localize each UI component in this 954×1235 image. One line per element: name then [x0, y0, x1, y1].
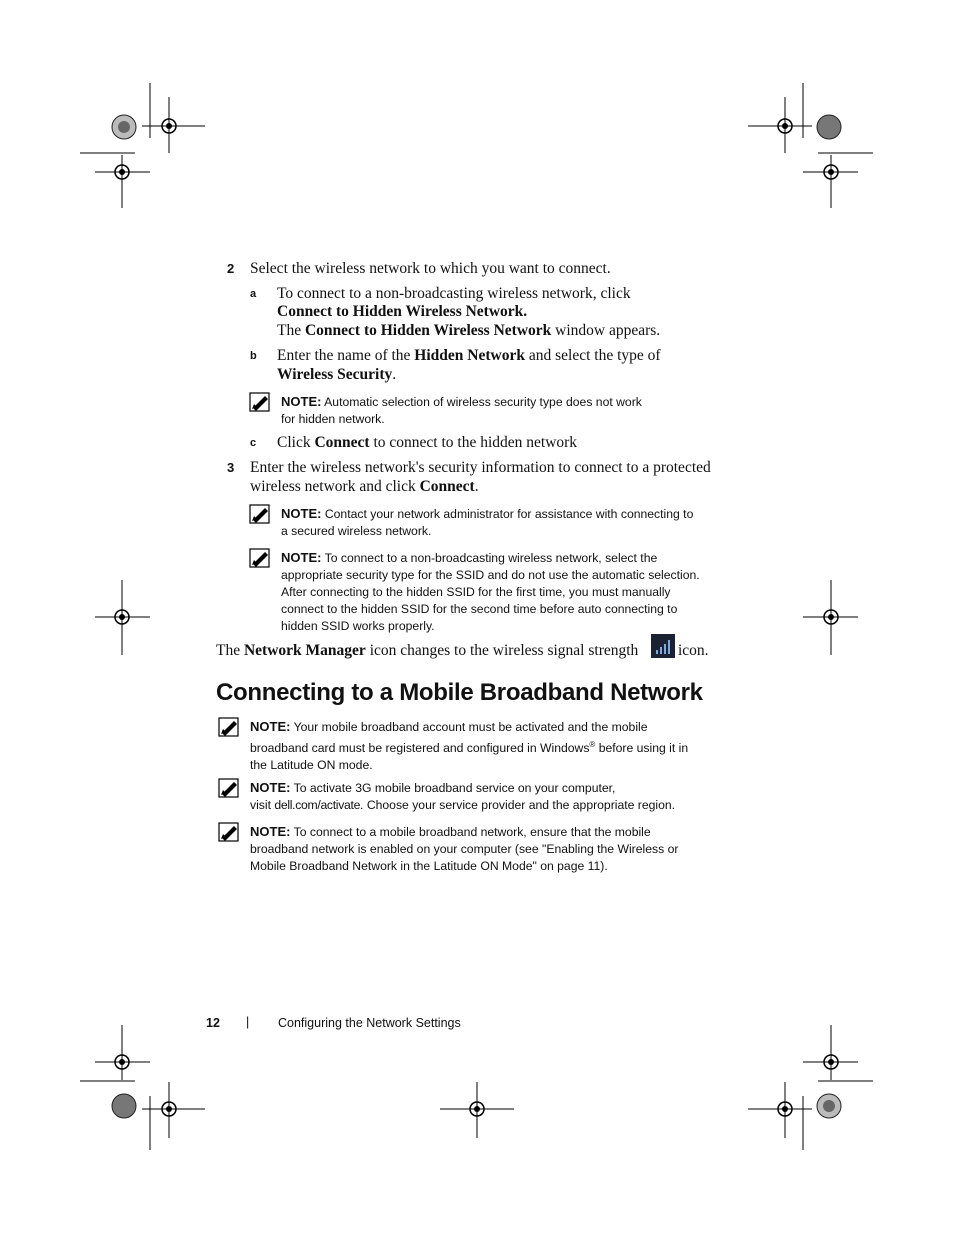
- text-fragment: The: [216, 642, 244, 659]
- note-line: connect to the hidden SSID for the second time before auto connecting to: [281, 602, 678, 616]
- note-line: appropriate security type for the SSID and do not use the automatic selection.: [281, 568, 700, 582]
- note-line: hidden SSID works properly.: [281, 619, 435, 633]
- note-text: [250, 779, 675, 814]
- chapter-title: Configuring the Network Settings: [278, 1016, 461, 1030]
- sentence-start: [216, 641, 638, 660]
- ui-label-connect: Connect: [314, 434, 370, 451]
- substep-line: [277, 346, 661, 365]
- note-text: [281, 549, 700, 635]
- note-text: [250, 718, 688, 774]
- substep-line: [277, 365, 396, 384]
- text-fragment: wireless network and click: [250, 478, 420, 495]
- substep-letter: b: [250, 350, 257, 362]
- activate-link[interactable]: dell.com/activate: [274, 798, 361, 812]
- note-line: visit: [250, 798, 275, 812]
- pencil-note-icon: [218, 822, 240, 842]
- note-line: Contact your network administrator for assistance with connecting to: [321, 507, 694, 521]
- text-fragment: Enter the name of the: [277, 347, 415, 364]
- note-line: a secured wireless network.: [281, 524, 432, 538]
- note-line: before using it in: [595, 741, 689, 756]
- pencil-note-icon: [249, 392, 271, 412]
- sentence-end: icon.: [678, 642, 709, 659]
- footer-separator: |: [246, 1015, 250, 1029]
- pencil-note-icon: [218, 778, 240, 798]
- note-label: NOTE:: [281, 506, 322, 521]
- step-text: [250, 477, 479, 496]
- note-label: NOTE:: [281, 550, 322, 565]
- text-fragment: .: [392, 366, 397, 383]
- step-number: 3: [227, 460, 235, 475]
- ui-label-network-manager: Network Manager: [243, 642, 366, 659]
- note-line: To connect to a mobile broadband network, ensure that the mobile: [290, 825, 651, 839]
- note-line: Mobile Broadband Network in the Latitude ON Mode" on page 11).: [250, 859, 608, 873]
- ui-label-connect-hidden: Connect to Hidden Wireless Network.: [277, 303, 528, 320]
- note-line: Automatic selection of wireless security type does not work: [321, 395, 642, 409]
- note-label: NOTE:: [281, 394, 322, 409]
- step-number: 2: [227, 261, 235, 276]
- note-line: broadband card must be registered and configured in Windows: [250, 741, 590, 756]
- text-fragment: and select the type of: [524, 347, 661, 364]
- note-label: NOTE:: [250, 719, 291, 734]
- registered-mark: ®: [589, 740, 596, 749]
- ui-label-wireless-security: Wireless Security: [277, 366, 393, 383]
- substep-line: [277, 433, 577, 452]
- note-label: NOTE:: [250, 780, 291, 795]
- pencil-note-icon: [218, 717, 240, 737]
- section-heading: Connecting to a Mobile Broadband Network: [216, 679, 703, 706]
- substep-letter: a: [250, 288, 257, 300]
- note-text: [281, 505, 693, 540]
- note-line: . Choose your service provider and the appropriate region.: [360, 798, 676, 812]
- step-text: Select the wireless network to which you want to connect.: [250, 260, 611, 277]
- text-fragment: window appears.: [551, 322, 661, 339]
- note-line: After connecting to the hidden SSID for the first time, you must manually: [281, 585, 671, 599]
- text-fragment: to connect to the hidden network: [369, 434, 578, 451]
- note-line: To activate 3G mobile broadband service on your computer,: [290, 781, 616, 795]
- wireless-signal-strength-icon: [651, 634, 675, 658]
- note-line: the Latitude ON mode.: [250, 758, 373, 773]
- note-label: NOTE:: [250, 824, 291, 839]
- text-fragment: .: [474, 478, 479, 495]
- note-line: Your mobile broadband account must be activated and the mobile: [290, 720, 648, 734]
- note-line: for hidden network.: [281, 412, 385, 426]
- text-fragment: Click: [277, 434, 315, 451]
- note-text: [281, 393, 642, 428]
- ui-label-hidden-network: Hidden Network: [414, 347, 525, 364]
- note-text: [250, 823, 678, 875]
- note-line: broadband network is enabled on your computer (see "Enabling the Wireless or: [250, 842, 679, 856]
- ui-label-connect: Connect: [419, 478, 475, 495]
- pencil-note-icon: [249, 504, 271, 524]
- page-number: 12: [206, 1016, 220, 1030]
- substep-letter: c: [250, 437, 257, 449]
- ui-label-window-name: Connect to Hidden Wireless Network: [304, 322, 552, 339]
- pencil-note-icon: [249, 548, 271, 568]
- text-fragment: icon changes to the wireless signal strength: [365, 642, 639, 659]
- text-fragment: The: [277, 322, 305, 339]
- note-line: To connect to a non-broadcasting wireless network, select the: [321, 551, 658, 565]
- substep-line: [277, 321, 660, 340]
- step-text: Enter the wireless network's security information to connect to a protected: [250, 459, 711, 476]
- substep-line: To connect to a non-broadcasting wireless network, click: [277, 285, 631, 302]
